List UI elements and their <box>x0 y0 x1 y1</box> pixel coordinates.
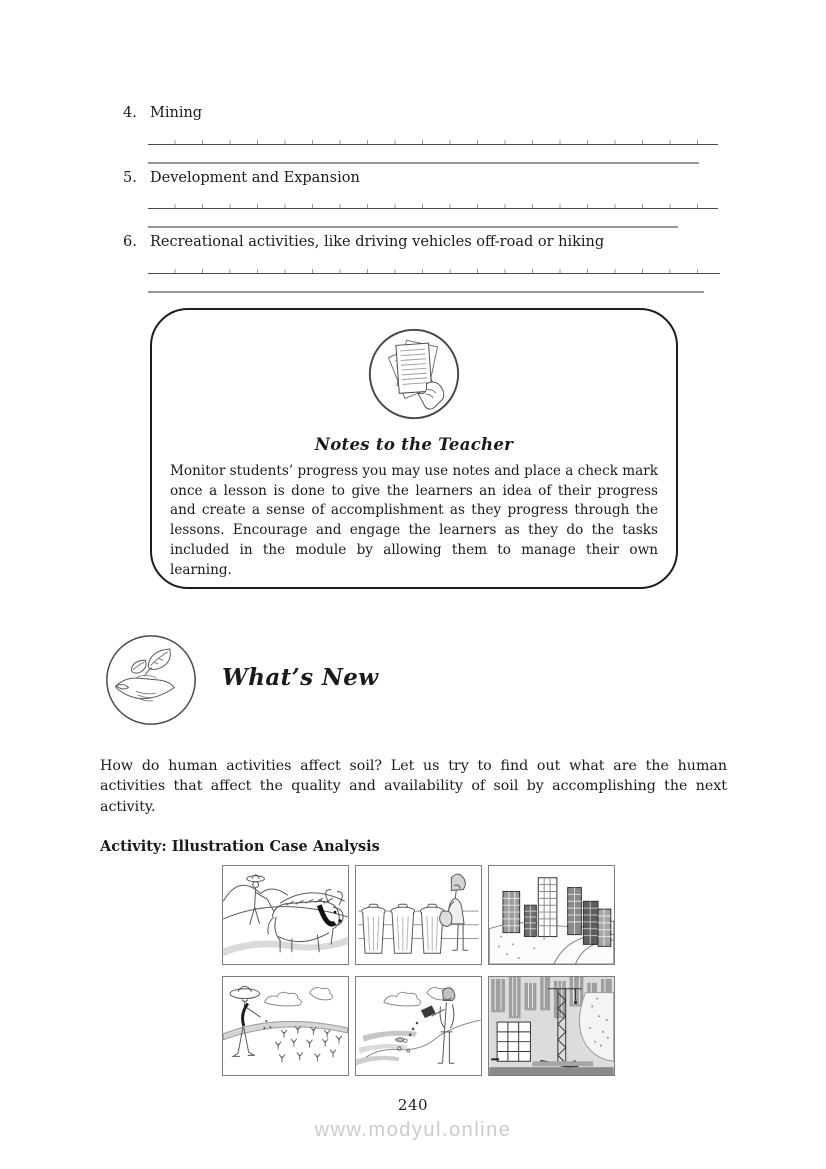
answer-line <box>148 226 678 228</box>
answer-line <box>148 162 699 164</box>
list-item <box>123 170 727 187</box>
list-item-number: 4. <box>123 105 137 121</box>
list-item-text: Recreational activities, like driving vehicles off-road or hiking <box>150 234 605 251</box>
papers-in-hand-icon <box>366 326 462 422</box>
notes-body: Monitor students’ progress you may use notes and place a check mark once a lesson is done to give the learners an idea of their progress and create a sense of accomplishment as they progress through the lessons. Encourage and engage the learners as they do the tasks included in the module by allowing them to manage their own learning. <box>170 463 658 578</box>
whats-new-heading: What’s New <box>222 663 379 691</box>
whats-new-section-header <box>100 633 727 727</box>
illustration-farmer-sowing-field <box>222 976 349 1076</box>
illustration-construction-site-with-crane <box>488 976 615 1076</box>
page-number: 240 <box>397 1096 429 1114</box>
activity-title: Activity: Illustration Case Analysis <box>100 837 380 855</box>
intro-paragraph: How do human activities affect soil? Let us try to find out what are the human activities that affect the quality and availability of soil by accomplishing the next activity. <box>100 758 727 815</box>
answer-line <box>148 204 718 209</box>
answer-line <box>148 291 704 293</box>
illustration-city-buildings-development <box>488 865 615 965</box>
list-item-number: 5. <box>123 169 137 186</box>
human-activities-list <box>100 0 727 293</box>
illustration-person-beside-trash-cans <box>355 865 482 965</box>
list-item <box>123 234 727 251</box>
hand-holding-plant-icon <box>104 633 198 727</box>
illustration-grid <box>222 865 615 1076</box>
answer-line <box>148 140 718 145</box>
list-item <box>123 105 727 122</box>
watermark-text: www.modyul.online <box>314 1119 512 1141</box>
answer-line <box>148 269 720 274</box>
page-footer <box>0 1096 826 1142</box>
list-item-text: Mining <box>150 105 203 121</box>
notes-to-teacher-box <box>150 308 678 589</box>
list-item-number: 6. <box>123 234 137 251</box>
list-item-text: Development and Expansion <box>150 169 360 186</box>
illustration-person-dumping-waste-into-water <box>355 976 482 1076</box>
illustration-farmer-plowing-with-carabao <box>222 865 349 965</box>
notes-title: Notes to the Teacher <box>314 435 514 455</box>
